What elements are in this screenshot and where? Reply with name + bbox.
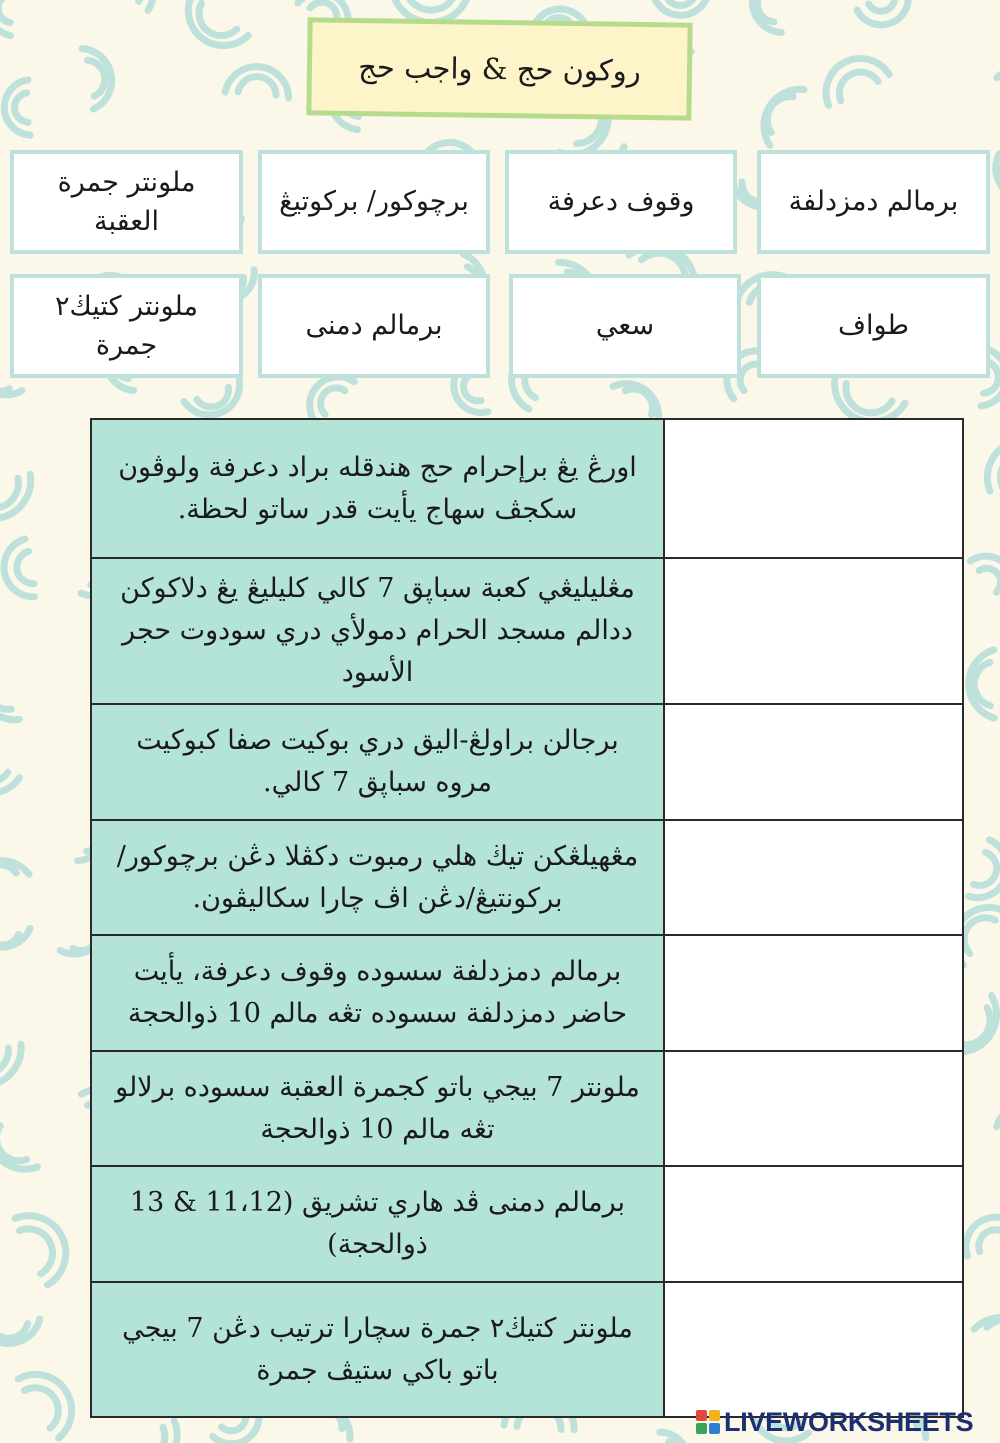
answer-drop-zone[interactable] (664, 704, 963, 820)
swirl-decoration (0, 1324, 28, 1339)
swirl-decoration (869, 0, 895, 11)
swirl-decoration (846, 384, 892, 413)
swirl-decoration (20, 1229, 53, 1274)
swirl-decoration (464, 375, 481, 401)
clue-cell: برمالم دمنى ڤد هاري تشريق (11،12 & 13 ذوالحجة) (91, 1166, 664, 1282)
option-card-2[interactable]: وقوف دعرفة (505, 150, 737, 254)
swirl-decoration (979, 1230, 1000, 1252)
clue-cell: ملونتر 7 بيجي باتو كجمرة العقبة سسوده برلالو تڠه مالم 10 ذوالحجة (91, 1051, 664, 1166)
table-row (91, 419, 963, 558)
swirl-decoration (15, 93, 28, 123)
answer-drop-zone[interactable] (664, 820, 963, 935)
swirl-decoration (24, 1388, 58, 1428)
swirl-decoration (0, 742, 20, 793)
liveworksheets-logo[interactable] (696, 1405, 996, 1439)
swirl-decoration (964, 918, 995, 954)
swirl-decoration (979, 568, 1000, 592)
swirl-decoration (199, 3, 237, 35)
swirl-decoration (0, 934, 19, 945)
clue-cell: برمالم دمزدلفة سسوده وقوف دعرفة، يأيت حاضر دمزدلفة سسوده تڠه مالم 10 ذوالحجة (91, 935, 664, 1051)
table-row (91, 558, 963, 704)
answer-drop-zone[interactable] (664, 1051, 963, 1166)
worksheet-title: روكون حج & واجب حج (306, 17, 692, 120)
swirl-decoration (17, 551, 34, 583)
matching-table (90, 418, 964, 1418)
table-row (91, 1051, 963, 1166)
swirl-decoration (321, 388, 345, 414)
swirl-decoration (238, 77, 276, 96)
swirl-decoration (0, 372, 9, 392)
swirl-decoration (122, 1427, 165, 1443)
swirl-decoration (987, 1319, 1000, 1342)
swirl-decoration (18, 1374, 71, 1438)
swirl-decoration (99, 0, 143, 1)
answer-drop-zone[interactable] (664, 1166, 963, 1282)
clue-cell: ملونتر كتيڬ٢ جمرة سچارا ترتيب دڠن 7 بيجي باتو باكي ستيڤ جمرة (91, 1282, 664, 1417)
table-row (91, 935, 963, 1051)
swirl-decoration (0, 0, 12, 23)
swirl-decoration (625, 389, 652, 415)
swirl-decoration (839, 72, 878, 101)
swirl-decoration (197, 388, 229, 408)
table-row (91, 704, 963, 820)
swirl-decoration (665, 0, 696, 6)
swirl-decoration (406, 0, 457, 10)
option-card-8[interactable]: ملونتر كتيڬ٢ جمرة (10, 274, 243, 378)
clue-cell: مڠليليڠي كعبة سباڽق 7 كالي كليليڠ يڠ دلاكوكن ددالم مسجد الحرام دمولأي دري سودوت حجر الأسود (91, 558, 664, 704)
swirl-decoration (0, 1048, 8, 1074)
option-card-1[interactable]: برمالم دمزدلفة (757, 150, 990, 254)
swirl-decoration (0, 671, 11, 709)
logo-blocks-icon (696, 1410, 720, 1434)
option-card-7[interactable]: برمالم دمنى (258, 274, 490, 378)
answer-drop-zone[interactable] (664, 419, 963, 558)
swirl-decoration (0, 749, 8, 782)
option-card-3[interactable]: برچوكور/ بركوتيڠ (258, 150, 490, 254)
table-row (91, 1166, 963, 1282)
swirl-decoration (970, 556, 1000, 603)
option-card-5[interactable]: طواف (757, 274, 990, 378)
answer-drop-zone[interactable] (664, 935, 963, 1051)
answer-drop-zone[interactable] (664, 1282, 963, 1417)
clue-cell: مڠهيلڠكن تيڬ هلي رمبوت دكڤلا دڠن برچوكور/بركونتيڠ/دڠن اڤ چارا سكاليڤون. (91, 820, 664, 935)
swirl-decoration (0, 865, 16, 885)
swirl-decoration (974, 852, 997, 885)
swirl-decoration (767, 96, 793, 132)
swirl-decoration (88, 0, 154, 10)
brand-name: LIVEWORKSHEETS (724, 1406, 974, 1437)
swirl-decoration (88, 60, 105, 96)
option-card-4[interactable]: ملونتر جمرة العقبة (10, 150, 243, 254)
clue-cell: برجالن براولڠ-اليق دري بوكيت صفا كبوكيت مروه سباڽق 7 كالي. (91, 704, 664, 820)
swirl-decoration (0, 1126, 27, 1161)
swirl-decoration (0, 478, 18, 508)
swirl-decoration (974, 662, 990, 705)
answer-drop-zone[interactable] (664, 558, 963, 704)
table-row (91, 1282, 963, 1417)
table-row (91, 820, 963, 935)
swirl-decoration (757, 0, 774, 22)
option-card-6[interactable]: سعي (509, 274, 741, 378)
clue-cell: اورڠ يڠ برإحرام حج هندقله براد دعرفة ولوڤون سكجڤ سهاج يأيت قدر ساتو لحظة. (91, 419, 664, 558)
